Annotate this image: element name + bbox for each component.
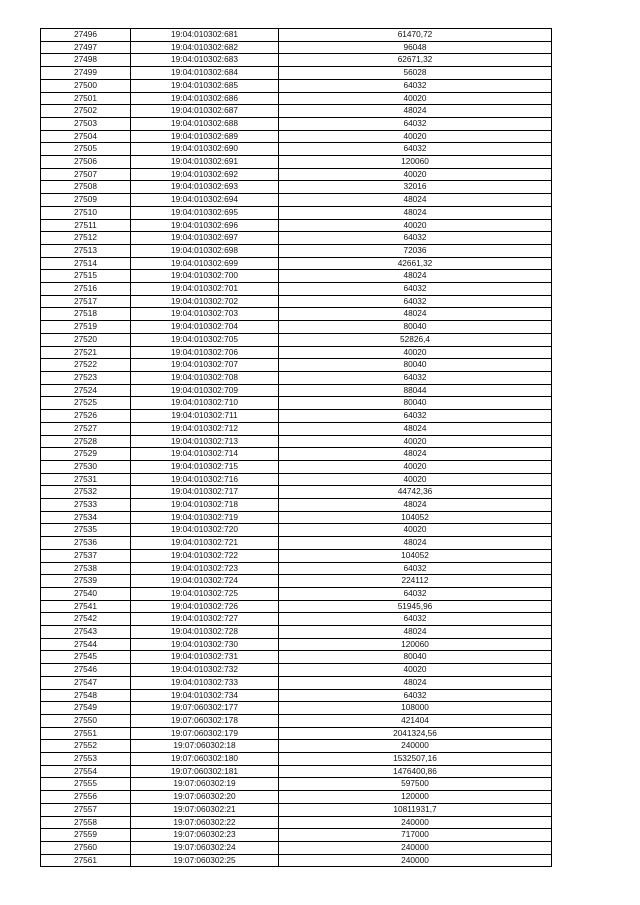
table-row [41, 816, 552, 829]
table-row [41, 842, 552, 855]
row-number-cell: 27512 [41, 232, 131, 245]
table-row [41, 714, 552, 727]
value-cell: 224112 [279, 575, 552, 588]
cadastral-number-cell: 19:04:010302:699 [131, 257, 279, 270]
table-row [41, 575, 552, 588]
value-cell: 48024 [279, 270, 552, 283]
value-cell: 40020 [279, 219, 552, 232]
table-row [41, 549, 552, 562]
cadastral-number-cell: 19:04:010302:681 [131, 29, 279, 42]
value-cell: 72036 [279, 244, 552, 257]
table-row [41, 232, 552, 245]
table-row [41, 511, 552, 524]
table-row [41, 168, 552, 181]
row-number-cell: 27515 [41, 270, 131, 283]
cadastral-number-cell: 19:04:010302:710 [131, 397, 279, 410]
value-cell: 40020 [279, 524, 552, 537]
cadastral-number-cell: 19:04:010302:683 [131, 54, 279, 67]
cadastral-number-cell: 19:04:010302:700 [131, 270, 279, 283]
table-row [41, 486, 552, 499]
value-cell: 240000 [279, 842, 552, 855]
cadastral-number-cell: 19:04:010302:722 [131, 549, 279, 562]
cadastral-number-cell: 19:04:010302:726 [131, 600, 279, 613]
value-cell: 120060 [279, 156, 552, 169]
cadastral-number-cell: 19:04:010302:706 [131, 346, 279, 359]
row-number-cell: 27520 [41, 333, 131, 346]
row-number-cell: 27522 [41, 359, 131, 372]
cadastral-number-cell: 19:07:060302:179 [131, 727, 279, 740]
table-row [41, 92, 552, 105]
row-number-cell: 27561 [41, 854, 131, 867]
cadastral-number-cell: 19:07:060302:177 [131, 702, 279, 715]
cadastral-number-cell: 19:04:010302:721 [131, 537, 279, 550]
table-row [41, 283, 552, 296]
value-cell: 48024 [279, 194, 552, 207]
value-cell: 62671,32 [279, 54, 552, 67]
cadastral-number-cell: 19:04:010302:691 [131, 156, 279, 169]
value-cell: 40020 [279, 460, 552, 473]
row-number-cell: 27542 [41, 613, 131, 626]
row-number-cell: 27547 [41, 676, 131, 689]
table-row [41, 829, 552, 842]
value-cell: 40020 [279, 664, 552, 677]
cadastral-number-cell: 19:04:010302:687 [131, 105, 279, 118]
value-cell: 48024 [279, 308, 552, 321]
row-number-cell: 27559 [41, 829, 131, 842]
cadastral-number-cell: 19:04:010302:685 [131, 79, 279, 92]
table-row [41, 54, 552, 67]
table-row [41, 181, 552, 194]
row-number-cell: 27496 [41, 29, 131, 42]
row-number-cell: 27527 [41, 422, 131, 435]
row-number-cell: 27509 [41, 194, 131, 207]
table-row [41, 384, 552, 397]
value-cell: 48024 [279, 422, 552, 435]
row-number-cell: 27500 [41, 79, 131, 92]
table-row [41, 79, 552, 92]
cadastral-number-cell: 19:04:010302:688 [131, 117, 279, 130]
table-row [41, 638, 552, 651]
row-number-cell: 27533 [41, 499, 131, 512]
row-number-cell: 27510 [41, 206, 131, 219]
cadastral-number-cell: 19:07:060302:18 [131, 740, 279, 753]
row-number-cell: 27544 [41, 638, 131, 651]
row-number-cell: 27524 [41, 384, 131, 397]
table-row [41, 854, 552, 867]
value-cell: 64032 [279, 587, 552, 600]
value-cell: 1476400,86 [279, 765, 552, 778]
row-number-cell: 27557 [41, 803, 131, 816]
cadastral-number-cell: 19:07:060302:25 [131, 854, 279, 867]
table-row [41, 41, 552, 54]
row-number-cell: 27535 [41, 524, 131, 537]
value-cell: 108000 [279, 702, 552, 715]
row-number-cell: 27553 [41, 753, 131, 766]
row-number-cell: 27517 [41, 295, 131, 308]
cadastral-number-cell: 19:04:010302:698 [131, 244, 279, 257]
table-row [41, 689, 552, 702]
cadastral-number-cell: 19:04:010302:693 [131, 181, 279, 194]
cadastral-number-cell: 19:04:010302:712 [131, 422, 279, 435]
row-number-cell: 27552 [41, 740, 131, 753]
row-number-cell: 27545 [41, 651, 131, 664]
value-cell: 64032 [279, 371, 552, 384]
row-number-cell: 27531 [41, 473, 131, 486]
cadastral-number-cell: 19:04:010302:720 [131, 524, 279, 537]
cadastral-number-cell: 19:04:010302:692 [131, 168, 279, 181]
row-number-cell: 27530 [41, 460, 131, 473]
table-row [41, 206, 552, 219]
cadastral-number-cell: 19:04:010302:727 [131, 613, 279, 626]
cadastral-number-cell: 19:04:010302:715 [131, 460, 279, 473]
row-number-cell: 27511 [41, 219, 131, 232]
value-cell: 120000 [279, 791, 552, 804]
row-number-cell: 27523 [41, 371, 131, 384]
value-cell: 80040 [279, 359, 552, 372]
row-number-cell: 27539 [41, 575, 131, 588]
value-cell: 64032 [279, 79, 552, 92]
value-cell: 40020 [279, 92, 552, 105]
row-number-cell: 27556 [41, 791, 131, 804]
cadastral-number-cell: 19:04:010302:728 [131, 626, 279, 639]
table-row [41, 613, 552, 626]
row-number-cell: 27505 [41, 143, 131, 156]
cadastral-number-cell: 19:07:060302:23 [131, 829, 279, 842]
cadastral-number-cell: 19:04:010302:705 [131, 333, 279, 346]
row-number-cell: 27543 [41, 626, 131, 639]
table-row [41, 778, 552, 791]
table-body [41, 29, 552, 867]
table-row [41, 435, 552, 448]
value-cell: 64032 [279, 143, 552, 156]
value-cell: 61470,72 [279, 29, 552, 42]
value-cell: 42661,32 [279, 257, 552, 270]
row-number-cell: 27534 [41, 511, 131, 524]
value-cell: 40020 [279, 473, 552, 486]
cadastral-number-cell: 19:07:060302:181 [131, 765, 279, 778]
row-number-cell: 27514 [41, 257, 131, 270]
cadastral-number-cell: 19:04:010302:682 [131, 41, 279, 54]
value-cell: 64032 [279, 117, 552, 130]
table-row [41, 397, 552, 410]
table-row [41, 257, 552, 270]
row-number-cell: 27548 [41, 689, 131, 702]
row-number-cell: 27498 [41, 54, 131, 67]
cadastral-number-cell: 19:04:010302:684 [131, 67, 279, 80]
cadastral-number-cell: 19:04:010302:697 [131, 232, 279, 245]
cadastral-number-cell: 19:04:010302:707 [131, 359, 279, 372]
table-row [41, 295, 552, 308]
table-row [41, 270, 552, 283]
row-number-cell: 27526 [41, 410, 131, 423]
table-row [41, 460, 552, 473]
row-number-cell: 27560 [41, 842, 131, 855]
value-cell: 96048 [279, 41, 552, 54]
row-number-cell: 27502 [41, 105, 131, 118]
table-row [41, 143, 552, 156]
value-cell: 104052 [279, 549, 552, 562]
row-number-cell: 27518 [41, 308, 131, 321]
row-number-cell: 27519 [41, 321, 131, 334]
value-cell: 64032 [279, 232, 552, 245]
table-row [41, 117, 552, 130]
row-number-cell: 27501 [41, 92, 131, 105]
cadastral-number-cell: 19:04:010302:723 [131, 562, 279, 575]
table-row [41, 791, 552, 804]
data-table [40, 28, 552, 867]
value-cell: 52826,4 [279, 333, 552, 346]
cadastral-number-cell: 19:04:010302:703 [131, 308, 279, 321]
value-cell: 104052 [279, 511, 552, 524]
table-row [41, 244, 552, 257]
cadastral-number-cell: 19:04:010302:731 [131, 651, 279, 664]
table-row [41, 499, 552, 512]
table-row [41, 664, 552, 677]
row-number-cell: 27499 [41, 67, 131, 80]
cadastral-number-cell: 19:07:060302:21 [131, 803, 279, 816]
cadastral-number-cell: 19:04:010302:724 [131, 575, 279, 588]
row-number-cell: 27554 [41, 765, 131, 778]
value-cell: 48024 [279, 676, 552, 689]
cadastral-number-cell: 19:04:010302:704 [131, 321, 279, 334]
row-number-cell: 27550 [41, 714, 131, 727]
table-row [41, 219, 552, 232]
table-row [41, 753, 552, 766]
cadastral-number-cell: 19:04:010302:686 [131, 92, 279, 105]
value-cell: 421404 [279, 714, 552, 727]
value-cell: 64032 [279, 295, 552, 308]
table-row [41, 333, 552, 346]
value-cell: 48024 [279, 537, 552, 550]
table-row [41, 371, 552, 384]
value-cell: 80040 [279, 321, 552, 334]
cadastral-number-cell: 19:04:010302:718 [131, 499, 279, 512]
row-number-cell: 27546 [41, 664, 131, 677]
row-number-cell: 27536 [41, 537, 131, 550]
value-cell: 64032 [279, 283, 552, 296]
cadastral-number-cell: 19:04:010302:734 [131, 689, 279, 702]
value-cell: 64032 [279, 613, 552, 626]
cadastral-number-cell: 19:04:010302:714 [131, 448, 279, 461]
table-row [41, 29, 552, 42]
value-cell: 48024 [279, 499, 552, 512]
cadastral-number-cell: 19:04:010302:708 [131, 371, 279, 384]
value-cell: 40020 [279, 130, 552, 143]
row-number-cell: 27538 [41, 562, 131, 575]
value-cell: 40020 [279, 346, 552, 359]
cadastral-number-cell: 19:07:060302:19 [131, 778, 279, 791]
value-cell: 240000 [279, 816, 552, 829]
table-row [41, 626, 552, 639]
cadastral-number-cell: 19:04:010302:702 [131, 295, 279, 308]
table-row [41, 600, 552, 613]
row-number-cell: 27541 [41, 600, 131, 613]
cadastral-number-cell: 19:07:060302:24 [131, 842, 279, 855]
value-cell: 48024 [279, 448, 552, 461]
row-number-cell: 27529 [41, 448, 131, 461]
cadastral-number-cell: 19:04:010302:695 [131, 206, 279, 219]
value-cell: 240000 [279, 854, 552, 867]
cadastral-number-cell: 19:07:060302:22 [131, 816, 279, 829]
row-number-cell: 27555 [41, 778, 131, 791]
value-cell: 64032 [279, 689, 552, 702]
row-number-cell: 27504 [41, 130, 131, 143]
table-row [41, 537, 552, 550]
value-cell: 40020 [279, 168, 552, 181]
table-row [41, 308, 552, 321]
cadastral-number-cell: 19:04:010302:719 [131, 511, 279, 524]
table-row [41, 67, 552, 80]
cadastral-number-cell: 19:04:010302:713 [131, 435, 279, 448]
value-cell: 40020 [279, 435, 552, 448]
table-row [41, 422, 552, 435]
row-number-cell: 27521 [41, 346, 131, 359]
cadastral-number-cell: 19:04:010302:733 [131, 676, 279, 689]
value-cell: 80040 [279, 651, 552, 664]
value-cell: 64032 [279, 562, 552, 575]
row-number-cell: 27508 [41, 181, 131, 194]
value-cell: 88044 [279, 384, 552, 397]
table-row [41, 727, 552, 740]
cadastral-number-cell: 19:07:060302:180 [131, 753, 279, 766]
row-number-cell: 27525 [41, 397, 131, 410]
table-row [41, 676, 552, 689]
cadastral-number-cell: 19:04:010302:711 [131, 410, 279, 423]
value-cell: 56028 [279, 67, 552, 80]
cadastral-number-cell: 19:07:060302:178 [131, 714, 279, 727]
table-row [41, 194, 552, 207]
cadastral-number-cell: 19:04:010302:689 [131, 130, 279, 143]
row-number-cell: 27507 [41, 168, 131, 181]
table-row [41, 448, 552, 461]
row-number-cell: 27506 [41, 156, 131, 169]
table-row [41, 130, 552, 143]
row-number-cell: 27497 [41, 41, 131, 54]
table-row [41, 321, 552, 334]
row-number-cell: 27528 [41, 435, 131, 448]
value-cell: 2041324,56 [279, 727, 552, 740]
table-row [41, 410, 552, 423]
cadastral-number-cell: 19:04:010302:725 [131, 587, 279, 600]
cadastral-number-cell: 19:04:010302:696 [131, 219, 279, 232]
row-number-cell: 27549 [41, 702, 131, 715]
value-cell: 597500 [279, 778, 552, 791]
cadastral-number-cell: 19:04:010302:716 [131, 473, 279, 486]
cadastral-number-cell: 19:04:010302:730 [131, 638, 279, 651]
table-row [41, 702, 552, 715]
table-row [41, 803, 552, 816]
row-number-cell: 27537 [41, 549, 131, 562]
value-cell: 717000 [279, 829, 552, 842]
value-cell: 48024 [279, 105, 552, 118]
row-number-cell: 27540 [41, 587, 131, 600]
row-number-cell: 27516 [41, 283, 131, 296]
table-row [41, 346, 552, 359]
value-cell: 1532507,16 [279, 753, 552, 766]
value-cell: 240000 [279, 740, 552, 753]
row-number-cell: 27551 [41, 727, 131, 740]
value-cell: 51945,96 [279, 600, 552, 613]
cadastral-number-cell: 19:04:010302:709 [131, 384, 279, 397]
table-row [41, 562, 552, 575]
cadastral-number-cell: 19:04:010302:732 [131, 664, 279, 677]
table-row [41, 359, 552, 372]
cadastral-number-cell: 19:07:060302:20 [131, 791, 279, 804]
row-number-cell: 27513 [41, 244, 131, 257]
table-row [41, 740, 552, 753]
cadastral-number-cell: 19:04:010302:701 [131, 283, 279, 296]
value-cell: 120060 [279, 638, 552, 651]
row-number-cell: 27532 [41, 486, 131, 499]
table-row [41, 473, 552, 486]
table-row [41, 156, 552, 169]
value-cell: 48024 [279, 206, 552, 219]
value-cell: 64032 [279, 410, 552, 423]
table-row [41, 524, 552, 537]
table-row [41, 105, 552, 118]
value-cell: 80040 [279, 397, 552, 410]
table-row [41, 765, 552, 778]
table-row [41, 587, 552, 600]
cadastral-number-cell: 19:04:010302:690 [131, 143, 279, 156]
row-number-cell: 27558 [41, 816, 131, 829]
table-row [41, 651, 552, 664]
value-cell: 48024 [279, 626, 552, 639]
value-cell: 44742,36 [279, 486, 552, 499]
row-number-cell: 27503 [41, 117, 131, 130]
cadastral-number-cell: 19:04:010302:694 [131, 194, 279, 207]
cadastral-number-cell: 19:04:010302:717 [131, 486, 279, 499]
value-cell: 32016 [279, 181, 552, 194]
value-cell: 10811931,7 [279, 803, 552, 816]
